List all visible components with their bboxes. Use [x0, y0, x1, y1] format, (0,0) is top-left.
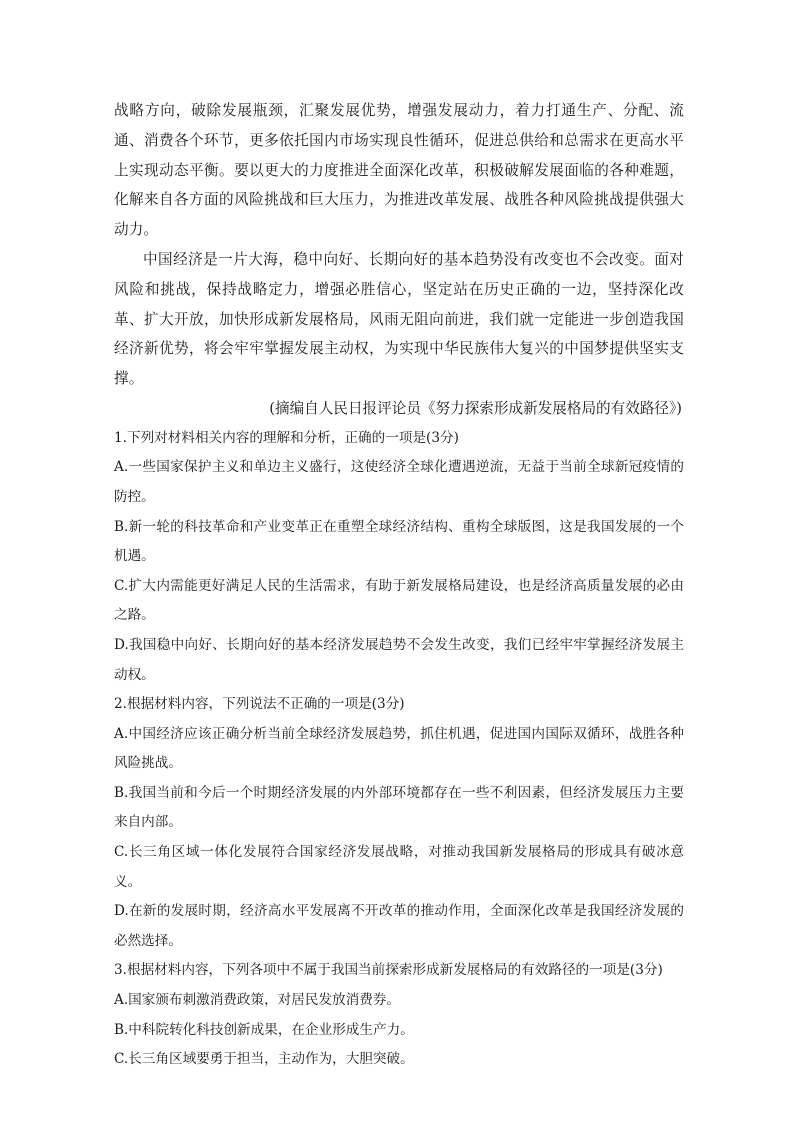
option-b: B.新一轮的科技革命和产业变革正在重塑全球经济结构、重构全球版图，这是我国发展的一个机遇。 [114, 518, 684, 565]
option-c: C.长三角区域一体化发展符合国家经济发展战略，对推动我国新发展格局的形成具有破冰意义。 [114, 844, 684, 890]
document-body [114, 96, 684, 1075]
passage-paragraph-1: 战略方向，破除发展瓶颈，汇聚发展优势，增强发展动力，着力打通生产、分配、流通、消费各个环节，更多依托国内市场实现良性循环，促进总供给和总需求在更高水平上实现动态平衡。要以更大的力度推进全面深化改革，积极破解发展面临的各种难题，化解来自各方面的风险挑战和巨大压力，为推进改革发展、战胜各种风险挑战提供强大动力。 [114, 102, 684, 239]
option-d: D.在新的发展时期，经济高水平发展离不开改革的推动作用，全面深化改革是我国经济发展的必然选择。 [114, 903, 684, 949]
option-b: B.我国当前和今后一个时期经济发展的内外部环境都存在一些不利因素，但经济发展压力主要来自内部。 [114, 784, 684, 831]
passage-source: (摘编自人民日报评论员《努力探索形成新发展格局的有效路径》) [269, 399, 682, 417]
option-d: D.我国稳中向好、长期向好的基本经济发展趋势不会发生改变，我们已经牢牢掌握经济发展主动权。 [114, 636, 684, 683]
option-b: B.中科院转化科技创新成果，在企业形成生产力。 [114, 1021, 414, 1038]
question-3 [114, 956, 684, 1074]
option-a: A.中国经济应该正确分析当前全球经济发展趋势，抓住机遇，促进国内国际双循环，战胜各种风险挑战。 [114, 725, 684, 772]
question-stem: 1.下列对材料相关内容的理解和分析，正确的一项是(3分) [114, 429, 459, 446]
option-c: C.长三角区域要勇于担当，主动作为，大胆突破。 [114, 1051, 414, 1068]
question-1 [114, 424, 684, 690]
option-c: C.扩大内需能更好满足人民的生活需求，有助于新发展格局建设，也是经济高质量发展的必由之路。 [114, 577, 684, 624]
question-2 [114, 690, 684, 956]
question-stem: 3.根据材料内容，下列各项中不属于我国当前探索形成新发展格局的有效路径的一项是(3分) [114, 962, 663, 979]
question-stem: 2.根据材料内容，下列说法不正确的一项是(3分) [114, 696, 405, 713]
option-a: A.国家颁布刺激消费政策，对居民发放消费券。 [114, 992, 401, 1009]
passage-paragraph-2: 中国经济是一片大海，稳中向好、长期向好的基本趋势没有改变也不会改变。面对风险和挑战，保持战略定力，增强必胜信心，坚定站在历史正确的一边，坚持深化改革、扩大开放，加快形成新发展格局，风雨无阻向前进，我们就一定能进一步创造我国经济新优势，将会牢牢掌握发展主动权，为实现中华民族伟大复兴的中国梦提供坚实支撑。 [114, 250, 684, 388]
option-a: A.一些国家保护主义和单边主义盛行，这使经济全球化遭遇逆流，无益于当前全球新冠疫情的防控。 [114, 459, 684, 505]
